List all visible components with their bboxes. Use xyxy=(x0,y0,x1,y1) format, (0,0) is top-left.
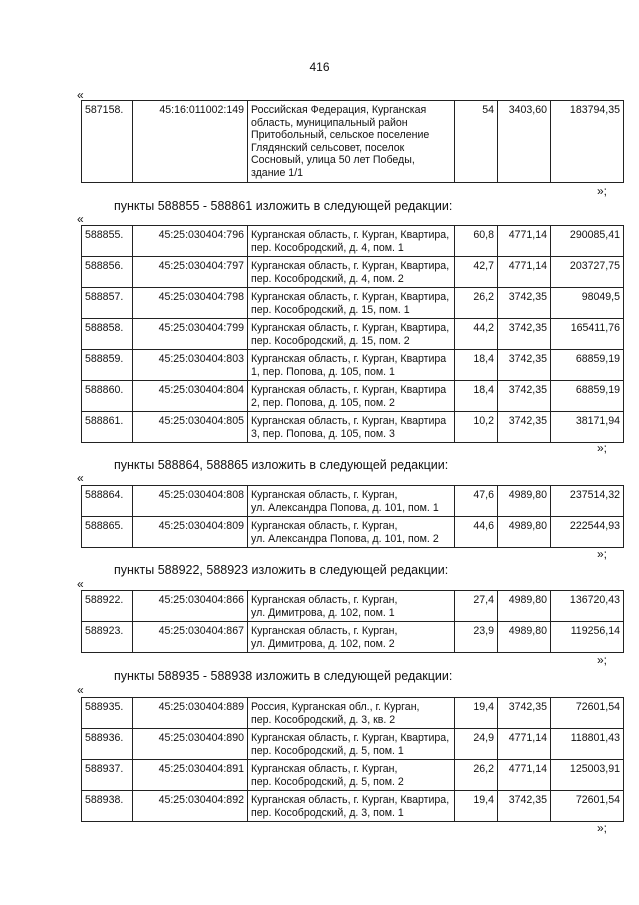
item-number: 588936. xyxy=(82,729,133,760)
address-line: пер. Кособродский, д. 3, пом. 1 xyxy=(251,806,404,819)
item-number: 588864. xyxy=(82,486,133,517)
total-value: 290085,41 xyxy=(551,226,624,257)
area-value: 54 xyxy=(455,101,498,183)
cadastral-number: 45:25:030404:892 xyxy=(133,791,248,822)
area-value: 27,4 xyxy=(455,591,498,622)
register-table xyxy=(81,590,624,653)
total-value: 203727,75 xyxy=(551,257,624,288)
address-cell xyxy=(248,101,455,183)
cadastral-number: 45:25:030404:867 xyxy=(133,622,248,653)
close-quote: »; xyxy=(597,821,608,835)
cadastral-number: 45:16:011002:149 xyxy=(133,101,248,183)
address-line: Курганская область, г. Курган, xyxy=(251,625,398,637)
table-row xyxy=(82,791,624,822)
amendment-paragraph: пункты 588855 - 588861 изложить в следующей редакции: xyxy=(114,199,453,213)
address-line: Курганская область, г. Курган, Квартира xyxy=(251,384,447,396)
address-line: Курганская область, г. Курган, xyxy=(251,594,398,606)
unit-value: 3742,35 xyxy=(498,350,551,381)
address-line: Курганская область, г. Курган, Квартира, xyxy=(251,260,450,272)
total-value: 68859,19 xyxy=(551,350,624,381)
close-quote: »; xyxy=(597,184,608,198)
address-line: ул. Димитрова, д. 102, пом. 2 xyxy=(251,637,395,650)
address-line: 3, пер. Попова, д. 105, пом. 3 xyxy=(251,427,395,440)
close-quote: »; xyxy=(597,653,608,667)
unit-value: 4989,80 xyxy=(498,622,551,653)
total-value: 222544,93 xyxy=(551,517,624,548)
address-cell xyxy=(248,412,455,443)
area-value: 19,4 xyxy=(455,698,498,729)
address-line: область, муниципальный район xyxy=(251,116,408,129)
item-number: 588865. xyxy=(82,517,133,548)
open-quote: « xyxy=(77,683,84,697)
address-cell xyxy=(248,698,455,729)
address-cell xyxy=(248,350,455,381)
table-row xyxy=(82,698,624,729)
item-number: 588937. xyxy=(82,760,133,791)
item-number: 588935. xyxy=(82,698,133,729)
unit-value: 3403,60 xyxy=(498,101,551,183)
table-row xyxy=(82,622,624,653)
address-line: пер. Кособродский, д. 4, пом. 2 xyxy=(251,272,404,285)
address-line: Курганская область, г. Курган, Квартира, xyxy=(251,229,450,241)
address-line: Курганская область, г. Курган, xyxy=(251,489,398,501)
total-value: 125003,91 xyxy=(551,760,624,791)
total-value: 98049,5 xyxy=(551,288,624,319)
total-value: 72601,54 xyxy=(551,698,624,729)
address-line: пер. Кособродский, д. 3, кв. 2 xyxy=(251,713,396,726)
unit-value: 3742,35 xyxy=(498,288,551,319)
amendment-paragraph: пункты 588864, 588865 изложить в следующей редакции: xyxy=(114,458,449,472)
cadastral-number: 45:25:030404:797 xyxy=(133,257,248,288)
total-value: 165411,76 xyxy=(551,319,624,350)
address-cell xyxy=(248,760,455,791)
total-value: 72601,54 xyxy=(551,791,624,822)
cadastral-number: 45:25:030404:803 xyxy=(133,350,248,381)
address-line: ул. Александра Попова, д. 101, пом. 1 xyxy=(251,501,439,514)
area-value: 44,6 xyxy=(455,517,498,548)
cadastral-number: 45:25:030404:889 xyxy=(133,698,248,729)
register-table xyxy=(81,225,624,443)
address-line: пер. Кособродский, д. 15, пом. 2 xyxy=(251,334,410,347)
address-line: Россия, Курганская обл., г. Курган, xyxy=(251,701,420,713)
address-line: Курганская область, г. Курган, Квартира, xyxy=(251,322,450,334)
area-value: 47,6 xyxy=(455,486,498,517)
table-row xyxy=(82,226,624,257)
unit-value: 4771,14 xyxy=(498,729,551,760)
unit-value: 4771,14 xyxy=(498,257,551,288)
total-value: 183794,35 xyxy=(551,101,624,183)
close-quote: »; xyxy=(597,547,608,561)
address-cell xyxy=(248,591,455,622)
address-cell xyxy=(248,517,455,548)
address-line: Курганская область, г. Курган, xyxy=(251,763,398,775)
open-quote: « xyxy=(77,212,84,226)
item-number: 588855. xyxy=(82,226,133,257)
address-line: 2, пер. Попова, д. 105, пом. 2 xyxy=(251,396,395,409)
address-line: Глядянский сельсовет, поселок xyxy=(251,141,405,154)
cadastral-number: 45:25:030404:866 xyxy=(133,591,248,622)
area-value: 18,4 xyxy=(455,381,498,412)
unit-value: 4989,80 xyxy=(498,517,551,548)
area-value: 19,4 xyxy=(455,791,498,822)
cadastral-number: 45:25:030404:891 xyxy=(133,760,248,791)
cadastral-number: 45:25:030404:799 xyxy=(133,319,248,350)
table-row xyxy=(82,591,624,622)
cadastral-number: 45:25:030404:804 xyxy=(133,381,248,412)
table-row xyxy=(82,381,624,412)
area-value: 26,2 xyxy=(455,760,498,791)
register-table xyxy=(81,697,624,822)
total-value: 118801,43 xyxy=(551,729,624,760)
item-number: 588858. xyxy=(82,319,133,350)
address-cell xyxy=(248,791,455,822)
address-line: Курганская область, г. Курган, Квартира xyxy=(251,415,447,427)
table-row xyxy=(82,101,624,183)
area-value: 18,4 xyxy=(455,350,498,381)
cadastral-number: 45:25:030404:890 xyxy=(133,729,248,760)
area-value: 24,9 xyxy=(455,729,498,760)
total-value: 237514,32 xyxy=(551,486,624,517)
area-value: 44,2 xyxy=(455,319,498,350)
address-line: ул. Александра Попова, д. 101, пом. 2 xyxy=(251,532,439,545)
table-row xyxy=(82,729,624,760)
item-number: 588923. xyxy=(82,622,133,653)
address-line: пер. Кособродский, д. 4, пом. 1 xyxy=(251,241,404,254)
item-number: 588856. xyxy=(82,257,133,288)
address-line: пер. Кособродский, д. 15, пом. 1 xyxy=(251,303,410,316)
item-number: 588938. xyxy=(82,791,133,822)
address-cell xyxy=(248,486,455,517)
address-cell xyxy=(248,257,455,288)
address-cell xyxy=(248,622,455,653)
address-line: Сосновый, улица 50 лет Победы, xyxy=(251,154,415,167)
total-value: 136720,43 xyxy=(551,591,624,622)
table-row xyxy=(82,319,624,350)
open-quote: « xyxy=(77,88,84,102)
register-table xyxy=(81,100,624,183)
address-line: здание 1/1 xyxy=(251,166,304,179)
address-line: пер. Кособродский, д. 5, пом. 1 xyxy=(251,744,404,757)
area-value: 42,7 xyxy=(455,257,498,288)
cadastral-number: 45:25:030404:805 xyxy=(133,412,248,443)
address-line: 1, пер. Попова, д. 105, пом. 1 xyxy=(251,365,395,378)
address-cell xyxy=(248,288,455,319)
item-number: 588922. xyxy=(82,591,133,622)
address-line: Курганская область, г. Курган, Квартира, xyxy=(251,794,450,806)
item-number: 588857. xyxy=(82,288,133,319)
cadastral-number: 45:25:030404:808 xyxy=(133,486,248,517)
cadastral-number: 45:25:030404:798 xyxy=(133,288,248,319)
table-row xyxy=(82,760,624,791)
table-row xyxy=(82,257,624,288)
address-line: Курганская область, г. Курган, Квартира, xyxy=(251,291,450,303)
unit-value: 3742,35 xyxy=(498,698,551,729)
address-cell xyxy=(248,381,455,412)
amendment-paragraph: пункты 588935 - 588938 изложить в следующей редакции: xyxy=(114,669,453,683)
unit-value: 4989,80 xyxy=(498,591,551,622)
unit-value: 3742,35 xyxy=(498,791,551,822)
table-row xyxy=(82,350,624,381)
address-line: Курганская область, г. Курган, Квартира xyxy=(251,353,447,365)
unit-value: 3742,35 xyxy=(498,319,551,350)
cadastral-number: 45:25:030404:809 xyxy=(133,517,248,548)
unit-value: 4771,14 xyxy=(498,226,551,257)
area-value: 26,2 xyxy=(455,288,498,319)
table-row xyxy=(82,486,624,517)
item-number: 588859. xyxy=(82,350,133,381)
table-row xyxy=(82,288,624,319)
area-value: 10,2 xyxy=(455,412,498,443)
total-value: 38171,94 xyxy=(551,412,624,443)
open-quote: « xyxy=(77,577,84,591)
unit-value: 4989,80 xyxy=(498,486,551,517)
item-number: 588861. xyxy=(82,412,133,443)
item-number: 587158. xyxy=(82,101,133,183)
unit-value: 3742,35 xyxy=(498,381,551,412)
table-row xyxy=(82,412,624,443)
amendment-paragraph: пункты 588922, 588923 изложить в следующей редакции: xyxy=(114,563,449,577)
area-value: 23,9 xyxy=(455,622,498,653)
area-value: 60,8 xyxy=(455,226,498,257)
open-quote: « xyxy=(77,471,84,485)
register-table xyxy=(81,485,624,548)
total-value: 68859,19 xyxy=(551,381,624,412)
address-line: Курганская область, г. Курган, Квартира, xyxy=(251,732,450,744)
close-quote: »; xyxy=(597,441,608,455)
address-line: Российская Федерация, Курганская xyxy=(251,104,427,116)
table-row xyxy=(82,517,624,548)
address-line: Притобольный, сельское поселение xyxy=(251,129,430,142)
unit-value: 4771,14 xyxy=(498,760,551,791)
cadastral-number: 45:25:030404:796 xyxy=(133,226,248,257)
address-cell xyxy=(248,729,455,760)
page-number: 416 xyxy=(309,60,330,74)
address-line: пер. Кособродский, д. 5, пом. 2 xyxy=(251,775,404,788)
total-value: 119256,14 xyxy=(551,622,624,653)
item-number: 588860. xyxy=(82,381,133,412)
address-line: Курганская область, г. Курган, xyxy=(251,520,398,532)
unit-value: 3742,35 xyxy=(498,412,551,443)
address-line: ул. Димитрова, д. 102, пом. 1 xyxy=(251,606,395,619)
address-cell xyxy=(248,226,455,257)
address-cell xyxy=(248,319,455,350)
